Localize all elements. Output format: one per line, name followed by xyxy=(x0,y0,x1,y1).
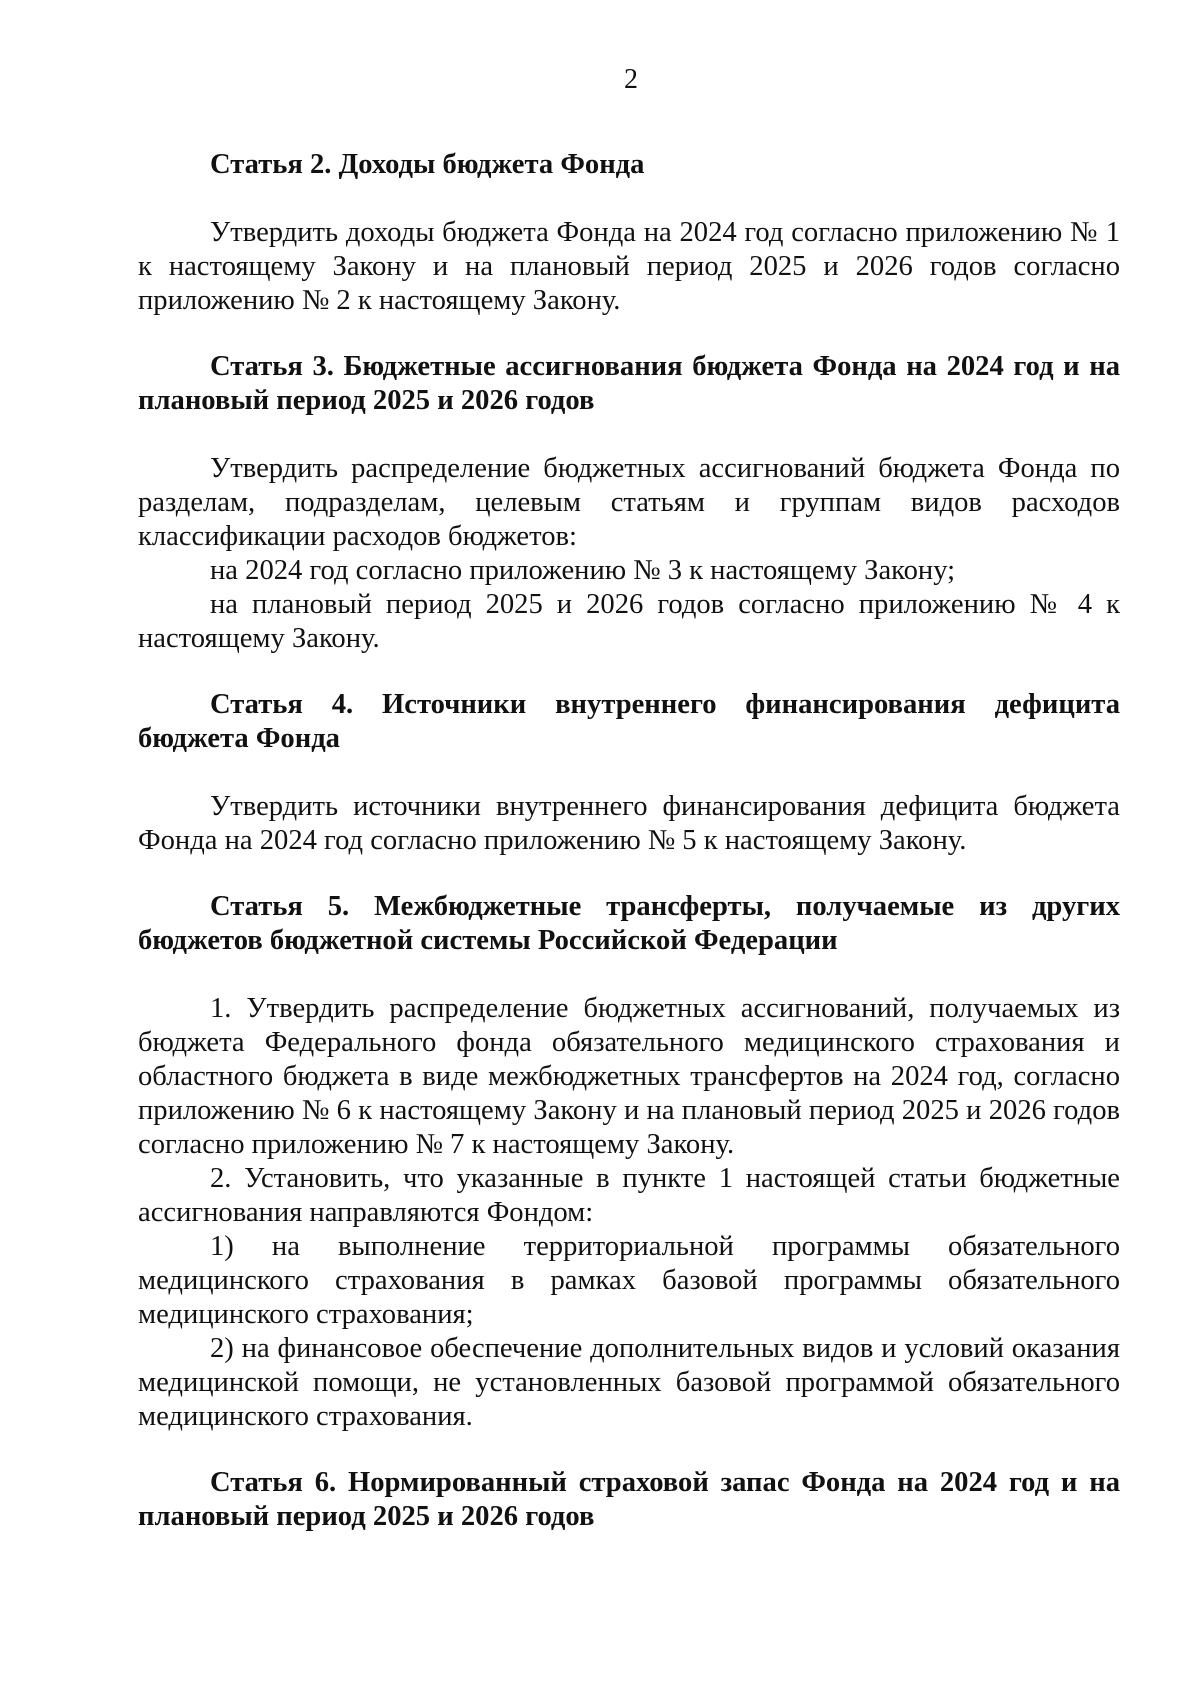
article-5-subpoint-2: 2) на финансовое обеспечение дополнительных видов и условий оказания медицинской помощи, не установленных базовой программой обязательного медицинского страхования. xyxy=(138,1333,1120,1432)
article-3-paragraph: Утвердить распределение бюджетных ассигнований бюджета Фонда по разделам, подразделам, целевым статьям и группам видов расходов классификации расходов бюджетов: xyxy=(138,453,1120,552)
article-3-item-2024: на 2024 год согласно приложению № 3 к настоящему Закону; xyxy=(210,555,956,586)
article-5-subpoint-1: 1) на выполнение территориальной программы обязательного медицинского страхования в рамках базовой программы обязательного медицинского страхования; xyxy=(138,1231,1120,1330)
document-body xyxy=(138,148,1120,1534)
article-5-heading: Статья 5. Межбюджетные трансферты, получаемые из других бюджетов бюджетной системы Российской Федерации xyxy=(138,891,1120,956)
article-5-point-1: 1. Утвердить распределение бюджетных ассигнований, получаемых из бюджета Федерального фонда обязательного медицинского страхования и областного бюджета в виде межбюджетных трансфертов на 2024 год, согласно приложению № 6 к настоящему Закону и на плановый период 2025 и 2026 годов согласно приложению № 7 к настоящему Закону. xyxy=(138,993,1120,1160)
article-3-item-planned-period: на плановый период 2025 и 2026 годов согласно приложению № 4 к настоящему Закону. xyxy=(138,589,1120,654)
page-number: 2 xyxy=(624,64,638,95)
article-2-paragraph: Утвердить доходы бюджета Фонда на 2024 год согласно приложению № 1 к настоящему Закону и на плановый период 2025 и 2026 годов согласно приложению № 2 к настоящему Закону. xyxy=(138,217,1120,316)
article-3-heading: Статья 3. Бюджетные ассигнования бюджета Фонда на 2024 год и на плановый период 2025 и 2026 годов xyxy=(138,351,1120,416)
article-4-paragraph: Утвердить источники внутреннего финансирования дефицита бюджета Фонда на 2024 год согласно приложению № 5 к настоящему Закону. xyxy=(138,791,1120,856)
article-5-point-2: 2. Установить, что указанные в пункте 1 настоящей статьи бюджетные ассигнования направляются Фондом: xyxy=(138,1163,1120,1228)
article-2-heading: Статья 2. Доходы бюджета Фонда xyxy=(210,149,645,180)
article-4-heading: Статья 4. Источники внутреннего финансирования дефицита бюджета Фонда xyxy=(138,689,1120,754)
article-6-heading: Статья 6. Нормированный страховой запас Фонда на 2024 год и на плановый период 2025 и 2026 годов xyxy=(138,1467,1120,1532)
